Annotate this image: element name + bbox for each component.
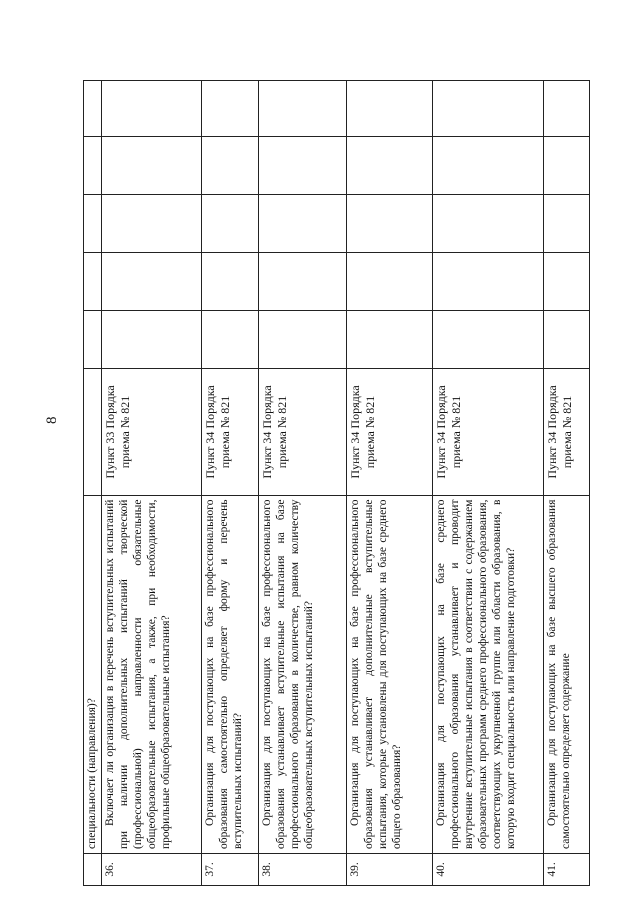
checklist-table	[83, 80, 590, 886]
empty-cell	[202, 137, 259, 195]
question-text: Включает ли организация в перечень вступительных испытаний при наличии дополнительных испытаний творческой (профессиональной) направленности обязательные общеобразовательные испытания, а также, при необходимости, профильные общеобразовательные испытания?	[102, 495, 202, 853]
question-text: Организация для поступающих на базе профессионального образования устанавливает вступительные испытания на базе профессионального образования в количестве, равном количеству общеобразовательных вступительных испытаний?	[259, 495, 347, 853]
reference-text: Пункт 33 Порядка приема № 821	[102, 369, 202, 495]
row-number: 40.	[433, 853, 544, 885]
empty-cell	[84, 195, 102, 253]
reference-text: Пункт 34 Порядка приема № 821	[347, 369, 433, 495]
empty-cell	[102, 253, 202, 311]
empty-cell	[433, 195, 544, 253]
empty-cell	[347, 81, 433, 137]
question-text: Организация для поступающих на базе среднего профессионального образования устанавливает и проводит внутренние вступительные испытания в соответствии с содержанием образовательных программ среднего профессионального образования, соответствующих укрупненной группе или области образования, в которую входит специальность или направление подготовки?	[433, 495, 544, 853]
row-number: 37.	[202, 853, 259, 885]
empty-cell	[102, 311, 202, 369]
table-row	[102, 81, 202, 886]
empty-cell	[259, 81, 347, 137]
empty-cell	[202, 253, 259, 311]
row-number: 38.	[259, 853, 347, 885]
empty-cell	[259, 195, 347, 253]
table-row-continuation	[84, 81, 102, 886]
empty-cell	[544, 311, 590, 369]
empty-cell	[259, 253, 347, 311]
empty-cell	[202, 311, 259, 369]
empty-cell	[84, 81, 102, 137]
reference-text: Пункт 34 Порядка приема № 821	[433, 369, 544, 495]
empty-cell	[102, 195, 202, 253]
reference-text: Пункт 34 Порядка приема № 821	[202, 369, 259, 495]
empty-cell	[347, 311, 433, 369]
empty-cell	[102, 137, 202, 195]
number-cell	[84, 853, 102, 885]
empty-cell	[347, 195, 433, 253]
row-number: 36.	[102, 853, 202, 885]
reference-text: Пункт 34 Порядка приема № 821	[259, 369, 347, 495]
empty-cell	[433, 81, 544, 137]
empty-cell	[433, 137, 544, 195]
table-row	[259, 81, 347, 886]
table-row	[347, 81, 433, 886]
question-cell: специальности (направления)?	[84, 495, 102, 853]
empty-cell	[544, 195, 590, 253]
table-row	[433, 81, 544, 886]
empty-cell	[259, 137, 347, 195]
empty-cell	[84, 311, 102, 369]
reference-cell	[84, 369, 102, 495]
row-number: 39.	[347, 853, 433, 885]
empty-cell	[202, 195, 259, 253]
empty-cell	[544, 137, 590, 195]
rotated-table-wrapper	[83, 80, 589, 886]
empty-cell	[84, 137, 102, 195]
empty-cell	[202, 81, 259, 137]
question-text: Организация для поступающих на базе профессионального образования самостоятельно определяет форму и перечень вступительных испытаний?	[202, 495, 259, 853]
page-number: 8	[44, 416, 60, 424]
empty-cell	[259, 311, 347, 369]
table-row	[202, 81, 259, 886]
empty-cell	[347, 137, 433, 195]
question-text: Организация для поступающих на базе высшего образования самостоятельно определяет содержание	[544, 495, 590, 853]
row-number: 41.	[544, 853, 590, 885]
empty-cell	[347, 253, 433, 311]
empty-cell	[84, 253, 102, 311]
question-text: Организация для поступающих на базе профессионального образования устанавливает дополнительные вступительные испытания, которые установлены для поступающих на базе среднего общего образования?	[347, 495, 433, 853]
empty-cell	[544, 81, 590, 137]
empty-cell	[433, 311, 544, 369]
empty-cell	[544, 253, 590, 311]
empty-cell	[102, 81, 202, 137]
reference-text: Пункт 34 Порядка приема № 821	[544, 369, 590, 495]
empty-cell	[433, 253, 544, 311]
table-row	[544, 81, 590, 886]
